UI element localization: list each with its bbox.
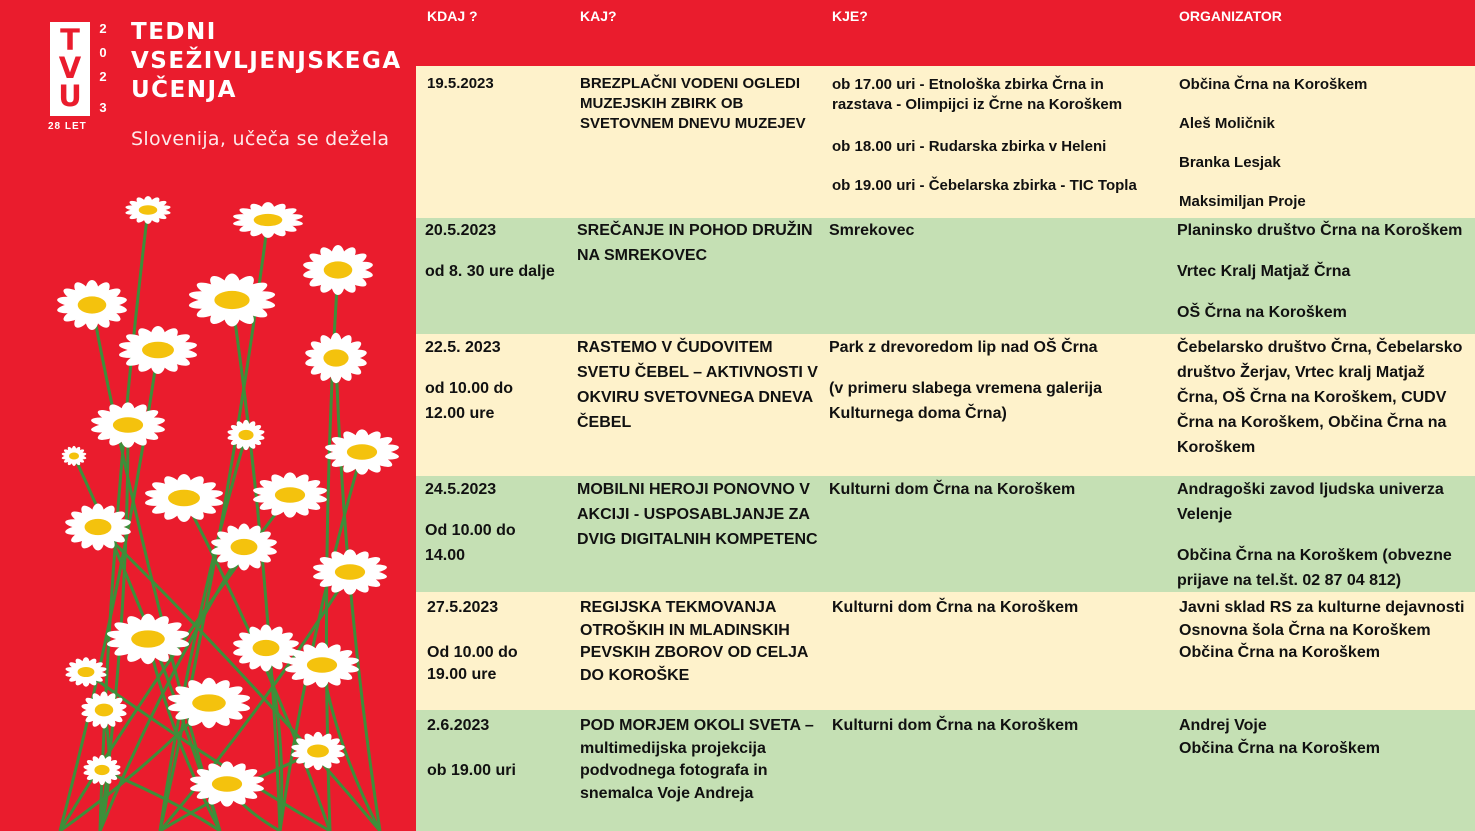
row-organizer-line: OŠ Črna na Koroškem (1177, 304, 1347, 321)
daisy-center (307, 657, 337, 673)
daisy-center (95, 704, 113, 717)
daisy-flower (312, 549, 389, 594)
row-what-line: OTROŠKIH IN MLADINSKIH (580, 621, 790, 639)
row-where-line: Kulturnega doma Črna) (829, 405, 1007, 422)
row-where (832, 75, 1137, 196)
table-row (416, 710, 1475, 831)
header-where: KJE? (832, 8, 868, 24)
row-organizer-line: Planinsko društvo Črna na Koroškem (1177, 222, 1463, 239)
row-where-line: Park z drevoredom lip nad OŠ Črna (829, 339, 1098, 356)
row-what-line: MOBILNI HEROJI PONOVNO V (577, 481, 810, 498)
daisy-flower (61, 446, 87, 466)
row-time: 19.00 ure (427, 666, 497, 683)
daisy-center (85, 519, 112, 535)
poster-subtitle: Slovenija, učeča se dežela (131, 128, 390, 150)
daisy-center (192, 694, 226, 711)
row-time: ob 19.00 uri (427, 761, 516, 779)
row-date: 27.5.2023 (427, 599, 499, 616)
row-organizer (1179, 75, 1367, 212)
row-organizer-line: Vrtec Kralj Matjaž Črna (1177, 263, 1351, 280)
row-where (829, 477, 1075, 502)
row-organizer-line: Občina Črna na Koroškem (1179, 739, 1380, 757)
daisy-flower (125, 196, 172, 224)
row-organizer-line: Čebelarsko društvo Črna, Čebelarsko (1177, 339, 1463, 356)
row-where-line: Kulturni dom Črna na Koroškem (832, 599, 1079, 616)
row-what-line: BREZPLAČNI VODENI OGLEDI (580, 75, 801, 92)
daisy-flower (83, 755, 121, 785)
row-when (425, 335, 513, 426)
row-organizer-line: Maksimiljan Proje (1179, 193, 1306, 210)
row-when (427, 715, 516, 782)
row-organizer-line: Črna na Koroškem, Občina Črna na (1177, 414, 1447, 431)
row-what (580, 597, 808, 687)
daisy-center (307, 744, 329, 757)
row-date: 19.5.2023 (427, 75, 494, 92)
logo-year-digit: 2 (99, 69, 107, 84)
daisy-center (323, 349, 348, 366)
daisy-flower (232, 202, 305, 238)
daisy-center (139, 205, 157, 215)
row-where (829, 218, 914, 243)
header-organizer: ORGANIZATOR (1179, 8, 1282, 24)
daisy-flowers-illustration (0, 180, 416, 831)
daisy-center (231, 539, 258, 555)
row-when (425, 218, 555, 284)
daisy-flower (227, 420, 265, 450)
tvu-poster (0, 0, 416, 831)
row-what-line: DVIG DIGITALNIH KOMPETENC (577, 531, 818, 548)
daisy-center (238, 430, 253, 440)
row-organizer-line: Koroškem (1177, 439, 1256, 456)
logo-year-digit: 0 (99, 45, 107, 60)
daisy-center (347, 444, 377, 460)
poster-title-line: VSEŽIVLJENJSKEGA (131, 48, 402, 74)
daisy-center (335, 564, 365, 580)
daisy-flower (302, 245, 375, 295)
logo-letter-u: U (58, 79, 82, 113)
row-what-line: MUZEJSKIH ZBIRK OB (580, 95, 744, 112)
row-what-line: NA SMREKOVEC (577, 247, 708, 264)
daisy-center (113, 417, 143, 433)
daisy-center (254, 214, 283, 226)
daisy-center (253, 640, 280, 656)
table-header (416, 0, 1475, 66)
row-when (427, 74, 494, 94)
row-organizer (1177, 477, 1452, 593)
daisy-center (78, 667, 95, 677)
row-what (580, 74, 806, 134)
header-what: KAJ? (580, 8, 617, 24)
row-date: 20.5.2023 (425, 222, 497, 239)
row-what-line: multimedijska projekcija (580, 739, 766, 757)
row-where-line: ob 18.00 uri - Rudarska zbirka v Heleni (832, 138, 1107, 155)
daisy-center (324, 261, 353, 278)
row-where (832, 597, 1078, 620)
daisy-center (168, 490, 200, 506)
row-organizer-line: Osnovna šola Črna na Koroškem (1179, 621, 1431, 639)
daisy-center (131, 630, 165, 647)
daisy-center (94, 765, 109, 775)
logo-letter-t: T (60, 23, 80, 57)
daisy-flower (304, 333, 368, 383)
row-what-line: POD MORJEM OKOLI SVETA – (580, 717, 814, 734)
logo-year-digit: 2 (99, 21, 107, 36)
daisy-flower (252, 472, 329, 517)
row-time: od 8. 30 ure dalje (425, 263, 555, 280)
row-where-line: ob 19.00 uri - Čebelarska zbirka - TIC Topla (832, 177, 1137, 194)
table-row (416, 334, 1475, 476)
row-organizer-line: Branka Lesjak (1179, 154, 1281, 171)
daisy-flower (90, 402, 167, 447)
row-date: 22.5. 2023 (425, 339, 501, 356)
daisy-flower (284, 642, 361, 687)
row-what-line: podvodnega fotografa in (580, 762, 768, 779)
row-what-line: snemalca Voje Andreja (580, 784, 754, 802)
row-what (577, 335, 818, 435)
row-what-line: ČEBEL (577, 414, 632, 431)
daisy-flower (324, 429, 401, 474)
row-where-line: ob 17.00 uri - Etnološka zbirka Črna in (832, 76, 1104, 93)
tvu-logo (50, 22, 90, 116)
row-date: 24.5.2023 (425, 481, 497, 498)
flower-stem (336, 358, 380, 831)
daisy-center (275, 487, 305, 503)
daisy-center (78, 296, 107, 313)
row-time: Od 10.00 do (425, 522, 516, 539)
row-organizer (1177, 335, 1462, 460)
row-organizer-line: društvo Žerjav, Vrtec kralj Matjaž (1177, 364, 1425, 381)
row-organizer-line: Velenje (1177, 506, 1233, 523)
row-organizer-line: Občina Črna na Koroškem (obvezne (1177, 547, 1452, 564)
row-what-line: AKCIJI - USPOSABLJANJE ZA (577, 506, 810, 523)
row-when (425, 477, 516, 568)
row-where (829, 335, 1102, 426)
row-organizer-line: Črna, OŠ Črna na Koroškem, CUDV (1177, 389, 1447, 406)
daisy-center (69, 453, 79, 460)
row-what-line: SREČANJE IN POHOD DRUŽIN (577, 222, 813, 239)
row-what-line: PEVSKIH ZBOROV OD CELJA (580, 644, 809, 661)
row-organizer-line: Aleš Moličnik (1179, 115, 1275, 132)
row-where-line: Smrekovec (829, 222, 915, 239)
row-where (832, 715, 1078, 738)
row-time: od 10.00 do (425, 380, 514, 397)
header-when: KDAJ ? (427, 8, 478, 24)
daisy-center (142, 342, 174, 358)
row-where-line: Kulturni dom Črna na Koroškem (829, 481, 1076, 498)
table-row (416, 218, 1475, 334)
row-where-line: razstava - Olimpijci iz Črne na Koroškem (832, 96, 1123, 113)
row-what (577, 477, 818, 552)
daisy-center (214, 291, 249, 309)
daisy-flower (56, 280, 129, 330)
daisy-flower (143, 474, 224, 522)
row-where-line: (v primeru slabega vremena galerija (829, 380, 1103, 397)
daisy-flower (187, 274, 277, 327)
row-what-line: OKVIRU SVETOVNEGA DNEVA (577, 389, 814, 406)
table-row (416, 592, 1475, 710)
row-when (427, 597, 518, 687)
row-what-line: REGIJSKA TEKMOVANJA (580, 599, 777, 616)
row-time: Od 10.00 do (427, 643, 518, 661)
row-what-line: SVETU ČEBEL – AKTIVNOSTI V (577, 364, 818, 381)
row-organizer-line: Občina Črna na Koroškem (1179, 644, 1380, 661)
poster-title (131, 18, 402, 105)
table-row (416, 66, 1475, 218)
row-what (577, 218, 813, 268)
row-organizer-line: Andragoški zavod ljudska univerza (1177, 481, 1444, 498)
row-date: 2.6.2023 (427, 717, 490, 734)
daisy-flower (64, 503, 132, 550)
table-row (416, 476, 1475, 592)
row-organizer-line: prijave na tel.št. 02 87 04 812) (1177, 572, 1402, 589)
daisy-center (212, 776, 242, 792)
row-organizer (1179, 597, 1464, 665)
row-organizer-line: Občina Črna na Koroškem (1179, 76, 1368, 93)
logo-years-label: 28 LET (48, 121, 87, 132)
row-organizer-line: Javni sklad RS za kulturne dejavnosti (1179, 599, 1465, 616)
row-what (580, 715, 814, 805)
poster-title-line: TEDNI (131, 19, 217, 45)
row-where-line: Kulturni dom Črna na Koroškem (832, 717, 1079, 734)
row-what-line: SVETOVNEM DNEVU MUZEJEV (580, 115, 806, 132)
logo-letter-v: V (58, 51, 82, 85)
row-what-line: DO KOROŠKE (580, 666, 690, 684)
row-organizer (1177, 218, 1462, 325)
row-what-line: RASTEMO V ČUDOVITEM (577, 339, 773, 356)
row-organizer-line: Andrej Voje (1179, 717, 1267, 734)
row-time: 12.00 ure (425, 405, 495, 422)
row-organizer (1179, 715, 1380, 760)
poster-title-line: UČENJA (131, 77, 237, 103)
row-time: 14.00 (425, 547, 466, 564)
logo-year-digit: 3 (99, 100, 107, 115)
